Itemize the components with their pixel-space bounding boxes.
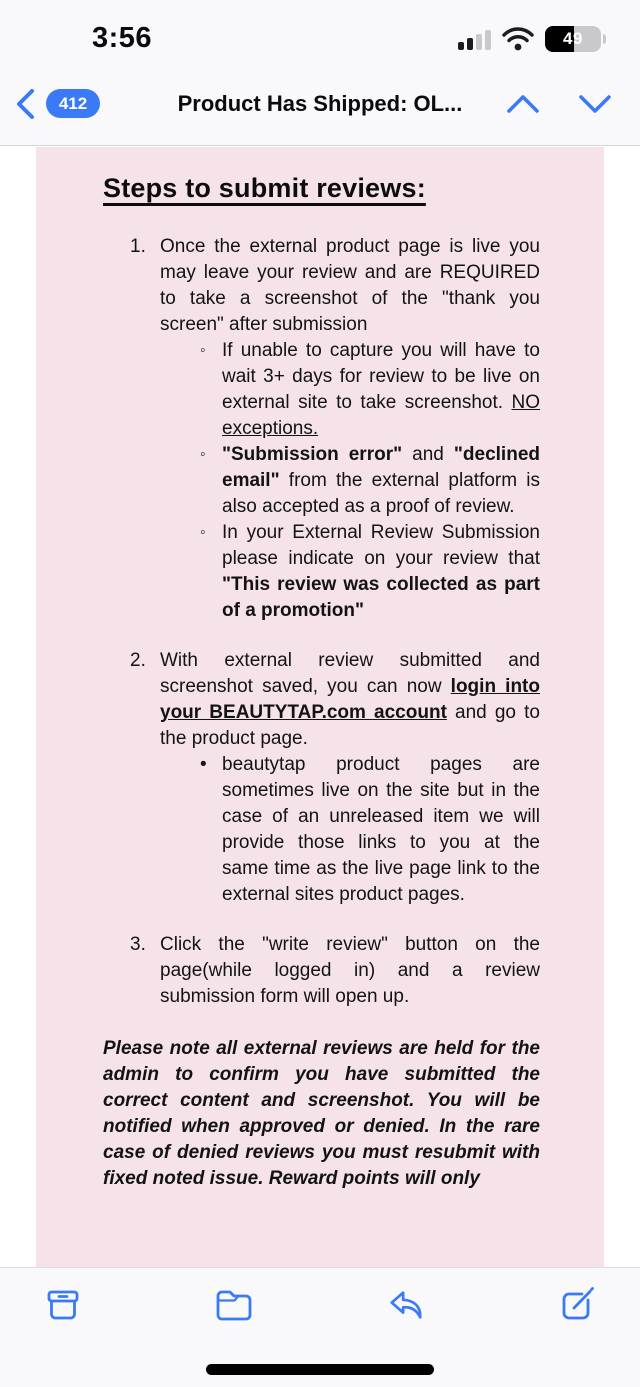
next-message-chevron-down-icon[interactable] — [578, 93, 612, 115]
list-marker: ◦ — [200, 342, 206, 359]
email-block-para — [103, 1036, 540, 1192]
email-block-sub — [200, 520, 540, 624]
mail-nav-bar — [0, 62, 640, 146]
list-marker: ◦ — [200, 446, 206, 463]
battery-icon — [545, 26, 601, 52]
email-text: Please note all external reviews are held for the admin to confirm you have submitted the correct content and screenshot. You will be notified when approved or denied. In the rare case of denied reviews you must resubmit with fixed noted issue. Reward points will only — [103, 1038, 540, 1189]
list-marker: ◦ — [200, 524, 206, 541]
email-text: In your External Review Submission please indicate on your review that "This review was collected as part of a promotion" — [222, 522, 540, 621]
email-heading: Steps to submit reviews: — [103, 173, 426, 203]
wifi-icon — [501, 26, 535, 52]
email-body — [36, 147, 604, 1267]
email-text: With external review submitted and screenshot saved, you can now login into your BEAUTYTAP.com account and go to the product page. — [160, 650, 540, 749]
compose-icon — [558, 1286, 596, 1324]
email-block-bullet — [200, 752, 540, 908]
unread-count-badge[interactable]: 412 — [46, 89, 100, 118]
back-chevron-icon[interactable] — [14, 88, 36, 120]
folder-icon — [215, 1288, 253, 1322]
status-icons — [458, 26, 606, 52]
email-block-numbered — [130, 648, 540, 752]
email-text: Click the "write review" button on the page(while logged in) and a review submission form will open up. — [160, 934, 540, 1007]
battery-percent: 49 — [563, 29, 583, 48]
status-bar — [0, 0, 640, 62]
email-block-sub — [200, 338, 540, 442]
list-marker: 3. — [130, 934, 146, 955]
email-text: Once the external product page is live you may leave your review and are REQUIRED to take a screenshot of the "thank you screen" after submission — [160, 236, 540, 335]
email-blocks — [103, 234, 540, 1192]
mail-toolbar — [0, 1267, 640, 1387]
reply-icon — [387, 1287, 425, 1323]
reply-button[interactable] — [387, 1286, 425, 1324]
list-marker: • — [200, 754, 207, 775]
email-text: If unable to capture you will have to wait 3+ days for review to be live on external site to take screenshot. NO exceptions. — [222, 340, 540, 439]
email-block-sub — [200, 442, 540, 520]
previous-message-chevron-up-icon[interactable] — [506, 93, 540, 115]
email-content-area[interactable] — [0, 146, 640, 1267]
clock: 3:56 — [92, 22, 153, 54]
email-block-numbered — [130, 234, 540, 338]
compose-button[interactable] — [558, 1286, 596, 1324]
archive-icon — [45, 1287, 81, 1323]
email-subject-title: Product Has Shipped: OL... — [177, 90, 463, 116]
email-text: beautytap product pages are sometimes live on the site but in the case of an unreleased item we will provide those links to you at the same time as the live page link to the external sites product pages. — [222, 754, 540, 905]
archive-button[interactable] — [44, 1286, 82, 1324]
email-block-numbered — [130, 932, 540, 1010]
move-to-folder-button[interactable] — [215, 1286, 253, 1324]
battery-cap — [603, 34, 606, 44]
cellular-signal-icon — [458, 28, 491, 50]
home-indicator[interactable] — [206, 1364, 434, 1375]
email-text: "Submission error" and "declined email" from the external platform is also accepted as a proof of review. — [222, 444, 540, 517]
list-marker: 2. — [130, 650, 146, 671]
list-marker: 1. — [130, 236, 146, 257]
